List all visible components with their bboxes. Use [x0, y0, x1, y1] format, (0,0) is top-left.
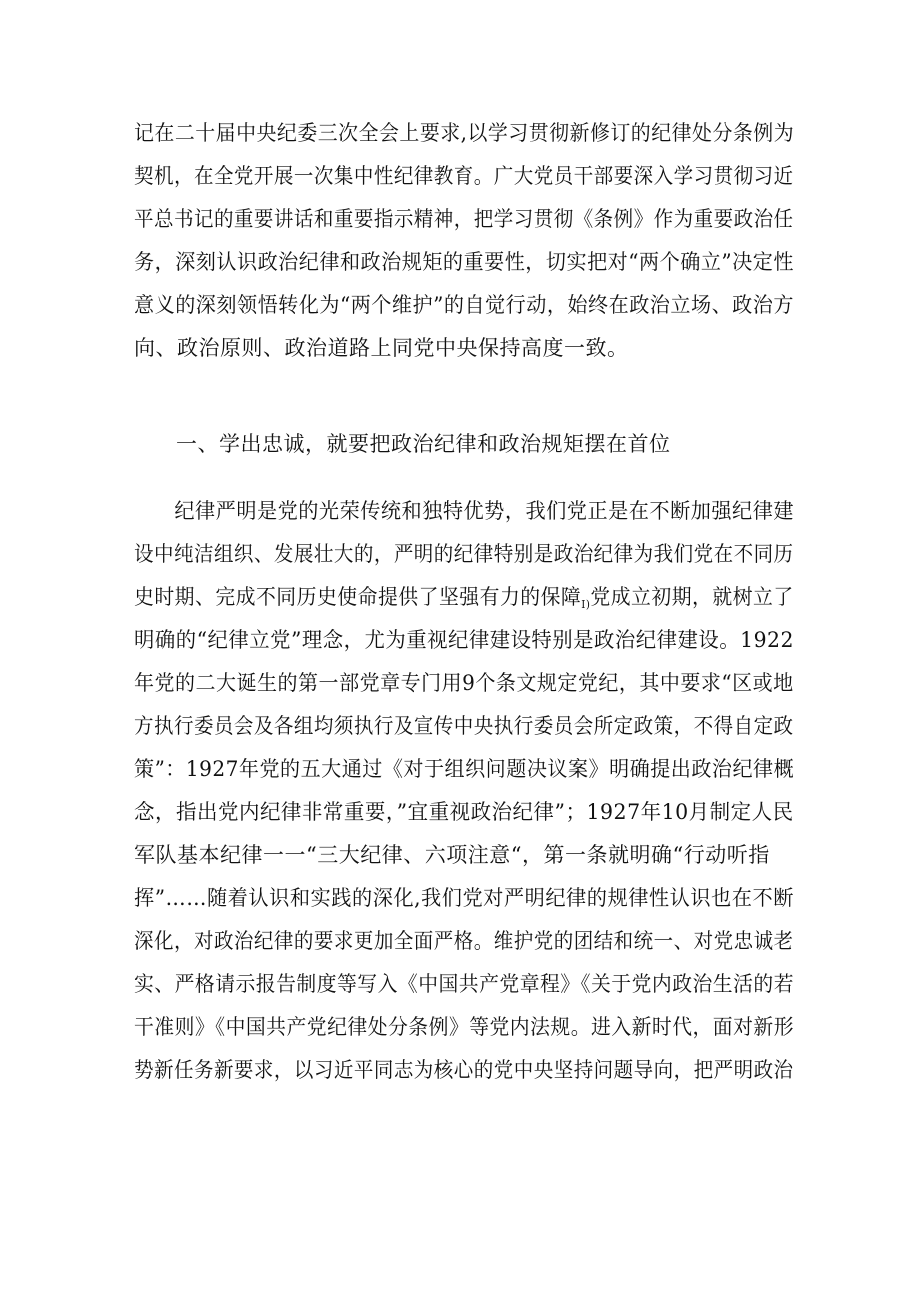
text-line: 策”：1927年党的五大通过《对于组织问题决议案》明确提出政治纪律概: [134, 757, 795, 781]
text-line: 纪律严明是党的光荣传统和独特优势，我们党正是在不断加强纪律建: [174, 499, 795, 523]
text-line: 深化，对政治纪律的要求更加全面严格。维护党的团结和统一、对党忠诚老: [134, 929, 794, 953]
text-line: 明确的“纪律立党”理念，尤为重视纪律建设特别是政治纪律建设。1922: [134, 628, 794, 652]
text-line: 平总书记的重要讲话和重要指示精神，把学习贯彻《条例》作为重要政治任: [134, 207, 794, 231]
subscript-mark: I): [581, 598, 591, 611]
text-line: 实、严格请示报告制度等写入《中国共产党章程》《关于党内政治生活的若: [134, 972, 794, 996]
intro-paragraph: [134, 112, 794, 370]
text-line: 向、政治原则、政治道路上同党中央保持高度一致。: [134, 336, 629, 360]
text-line: 年党的二大诞生的第一部党章专门用9个条文规定党纪，其中要求“区或地: [134, 671, 794, 695]
text-line: 务，深刻认识政治纪律和政治规矩的重要性，切实把对“两个确立”决定性: [134, 250, 794, 274]
text-line: 方执行委员会及各组均须执行及宣传中央执行委员会所定政策，不得自定政: [134, 714, 794, 738]
text-segment: 党成立初期，就树立了: [590, 585, 794, 609]
body-paragraph: [134, 490, 794, 1092]
text-line: 势新任务新要求，以习近平同志为核心的党中央坚持问题导向，把严明政治: [134, 1058, 794, 1082]
text-segment: 史时期、完成不同历史使命提供了坚强有力的保障: [134, 585, 582, 609]
text-line: 念，指出党内纪律非常重要，”宜重视政治纪律”；1927年10月制定人民: [134, 800, 794, 824]
text-line: 挥”……随着认识和实践的深化,我们党对严明纪律的规律性认识也在不断: [134, 886, 794, 910]
text-line: 契机，在全党开展一次集中性纪律教育。广大党员干部要深入学习贯彻习近: [134, 164, 794, 188]
text-line: 记在二十届中央纪委三次全会上要求,以学习贯彻新修订的纪律处分条例为: [134, 121, 795, 145]
text-line: 意义的深刻领悟转化为“两个维护”的自觉行动，始终在政治立场、政治方: [134, 293, 794, 317]
text-line: 设中纯洁组织、发展壮大的，严明的纪律特别是政治纪律为我们党在不同历: [134, 542, 794, 566]
text-line: 军队基本纪律一一“三大纪律、六项注意“，第一条就明确“行动听指: [134, 843, 770, 867]
text-line: 干准则》《中国共产党纪律处分条例》等党内法规。进入新时代，面对新形: [134, 1015, 794, 1039]
section-heading: 一、学出忠诚，就要把政治纪律和政治规矩摆在首位: [176, 432, 671, 456]
text-line: [134, 576, 794, 619]
